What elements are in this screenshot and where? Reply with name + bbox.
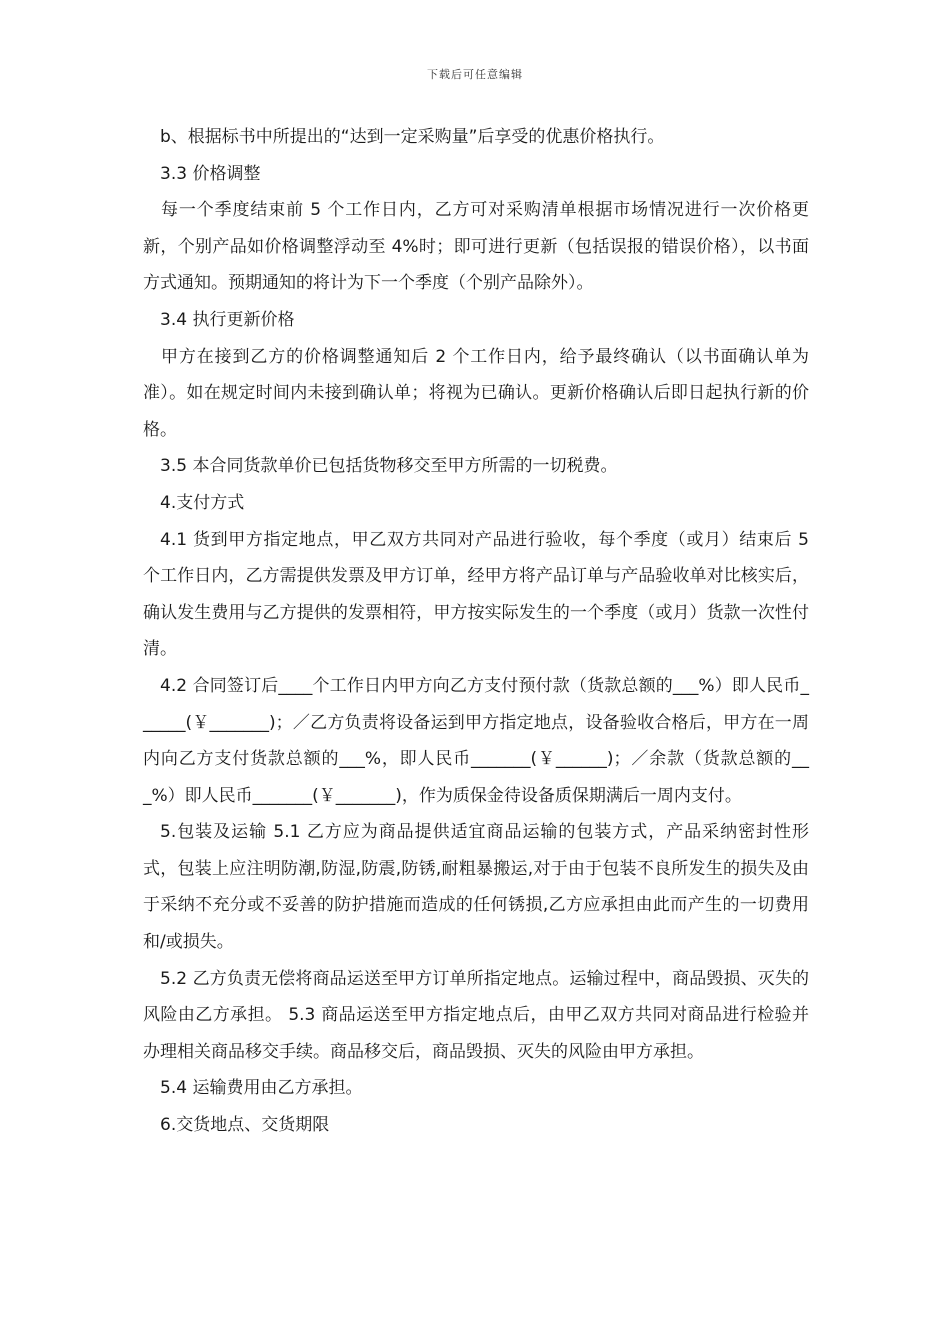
paragraph-3-4-body: 甲方在接到乙方的价格调整通知后 2 个工作日内，给予最终确认（以书面确认单为准）。如在规定时间内未接到确认单；将视为已确认。更新价格确认后即日起执行新的价格。 bbox=[143, 346, 809, 440]
page-header: 下载后可任意编辑 bbox=[427, 68, 523, 81]
document-body bbox=[143, 119, 809, 1144]
paragraph-3-5-tax: 3.5 本合同货款单价已包括货物移交至甲方所需的一切税费。 bbox=[160, 456, 618, 477]
paragraph-4-2-body: 4.2 合同签订后____个工作日内甲方向乙方支付预付款（货款总额的___%）即人民币______(￥_______)；／乙方负责将设备运到甲方指定地点，设备验收合格后，甲方在一周内向乙方支付货款总额的___%，即人民币_______(￥______)；／余款（货款总额的___%）即人民币_______(￥_______)，作为质保金待设备质保期满后一周内支付。 bbox=[143, 675, 809, 806]
paragraph-5-4-freight: 5.4 运输费用由乙方承担。 bbox=[160, 1078, 363, 1099]
paragraph-5-2-5-3-transport: 5.2 乙方负责无偿将商品运送至甲方订单所指定地点。运输过程中，商品毁损、灭失的风险由乙方承担。 5.3 商品运送至甲方指定地点后，由甲乙双方共同对商品进行检验并办理相关商品移交手续。商品移交后，商品毁损、灭失的风险由甲方承担。 bbox=[143, 968, 809, 1062]
heading-3-4-execute-update: 3.4 执行更新价格 bbox=[160, 309, 295, 330]
paragraph-3-3-body: 每一个季度结束前 5 个工作日内，乙方可对采购清单根据市场情况进行一次价格更新，个别产品如价格调整浮动至 4%时；即可进行更新（包括误报的错误价格），以书面方式通知。预期通知的将计为下一个季度（个别产品除外）。 bbox=[143, 200, 809, 294]
paragraph-4-1-body: 4.1 货到甲方指定地点，甲乙双方共同对产品进行验收，每个季度（或月）结束后 5 个工作日内，乙方需提供发票及甲方订单，经甲方将产品订单与产品验收单对比核实后，确认发生费用与乙方提供的发票相符，甲方按实际发生的一个季度（或月）货款一次性付清。 bbox=[143, 529, 809, 660]
paragraph-price-basis-b: b、根据标书中所提出的“达到一定采购量”后享受的优惠价格执行。 bbox=[160, 127, 665, 147]
heading-4-payment-method: 4.支付方式 bbox=[160, 492, 245, 513]
paragraph-5-1-packaging: 5.包装及运输 5.1 乙方应为商品提供适宜商品运输的包装方式，产品采纳密封性形式，包装上应注明防潮,防湿,防震,防锈,耐粗暴搬运,对于由于包装不良所发生的损失及由于采纳不充分或不妥善的防护措施而造成的任何锈损,乙方应承担由此而产生的一切费用和/或损失。 bbox=[143, 822, 809, 953]
heading-3-3-price-adjustment: 3.3 价格调整 bbox=[160, 163, 261, 184]
heading-6-delivery: 6.交货地点、交货期限 bbox=[160, 1115, 330, 1136]
